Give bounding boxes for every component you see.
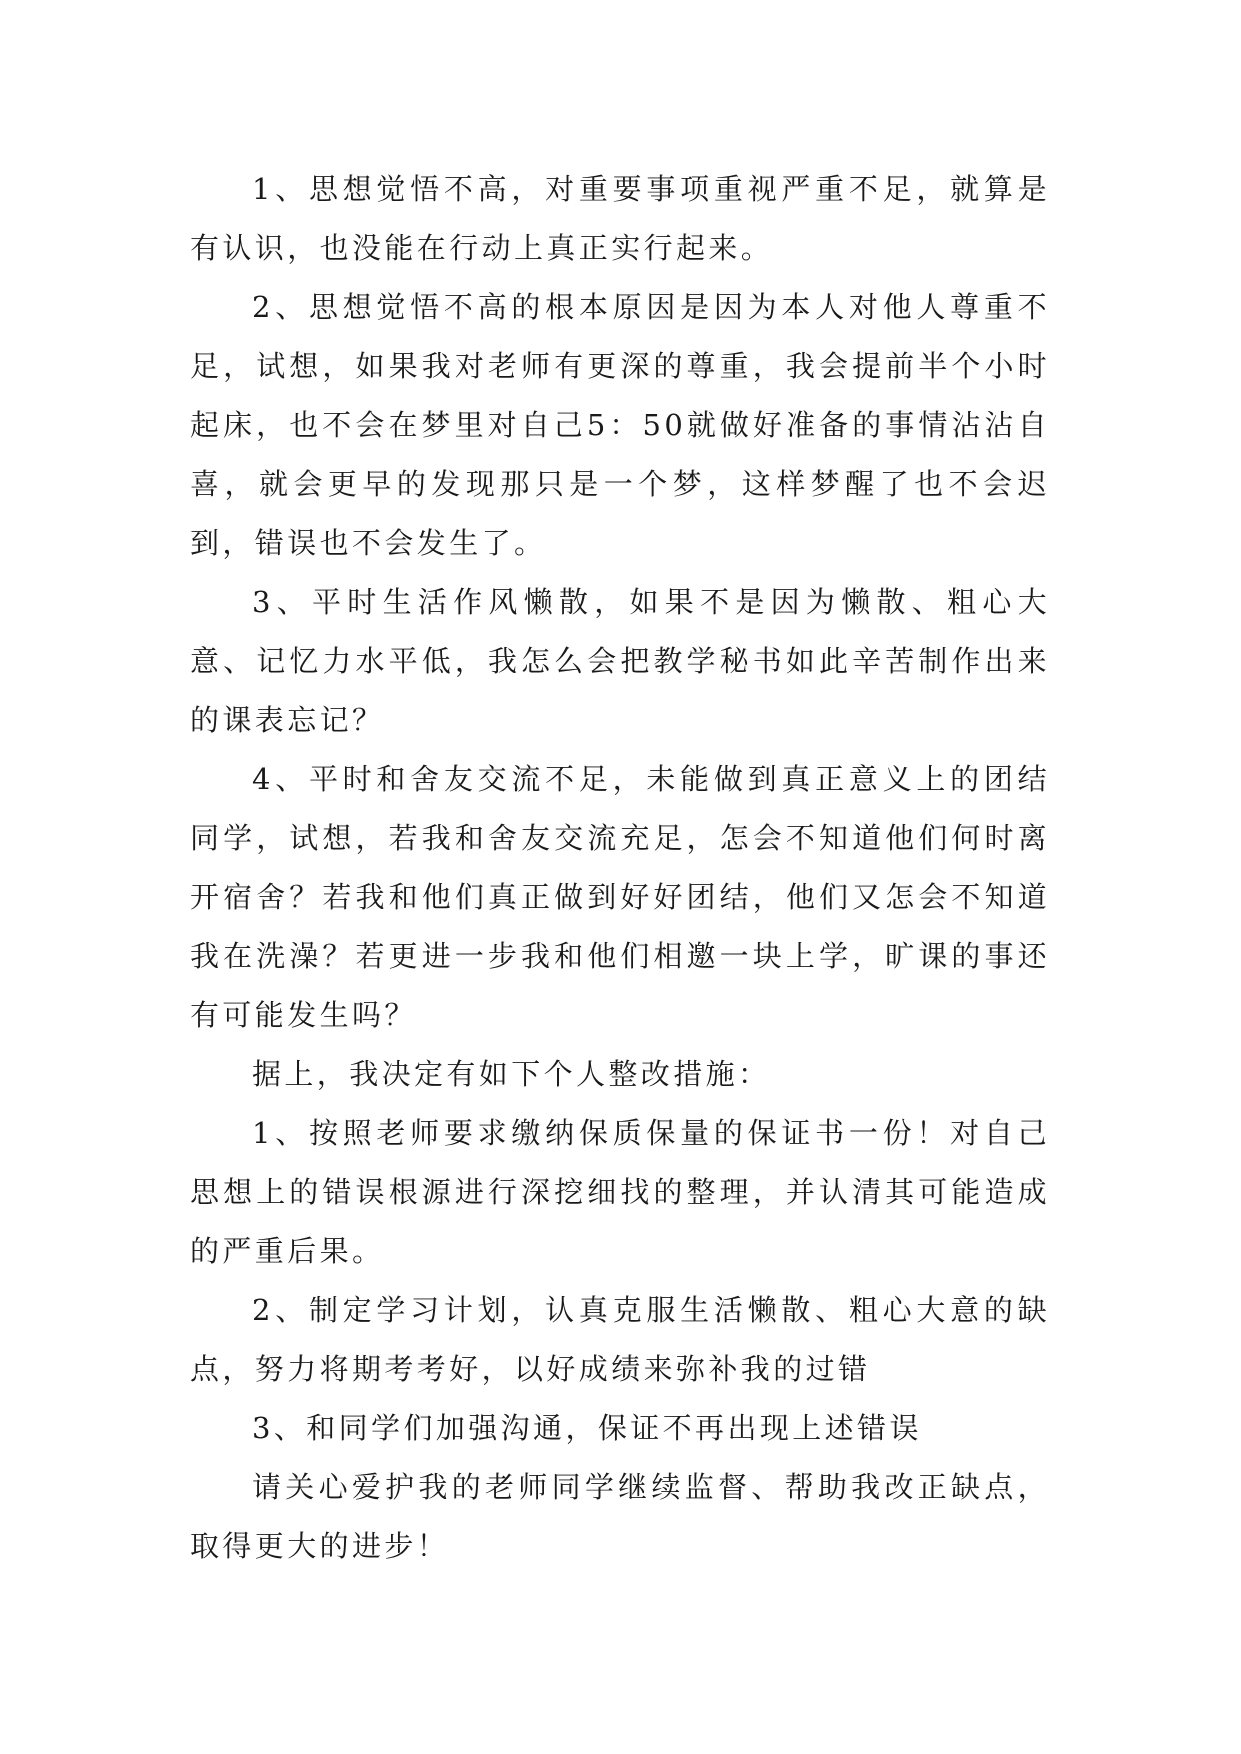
- paragraph-5: 据上，我决定有如下个人整改措施：: [252, 1057, 771, 1091]
- document-body: [190, 160, 1050, 1576]
- paragraph-2: 2、思想觉悟不高的根本原因是因为本人对他人尊重不足，试想，如果我对老师有更深的尊重，我会提前半个小时起床，也不会在梦里对自己5：50就做好准备的事情沾沾自喜，就会更早的发现那只是一个梦，这样梦醒了也不会迟到，错误也不会发生了。: [190, 290, 1050, 560]
- paragraph-4: 4、平时和舍友交流不足，未能做到真正意义上的团结同学，试想，若我和舍友交流充足，怎会不知道他们何时离开宿舍？若我和他们真正做到好好团结，他们又怎会不知道我在洗澡？若更进一步我和他们相邀一块上学，旷课的事还有可能发生吗？: [190, 762, 1050, 1032]
- paragraph-9: 请关心爱护我的老师同学继续监督、帮助我改正缺点，取得更大的进步！: [190, 1470, 1050, 1563]
- paragraph-6: 1、按照老师要求缴纳保质保量的保证书一份！对自己思想上的错误根源进行深挖细找的整理，并认清其可能造成的严重后果。: [190, 1116, 1050, 1268]
- paragraph-3: 3、平时生活作风懒散，如果不是因为懒散、粗心大意、记忆力水平低，我怎么会把教学秘书如此辛苦制作出来的课表忘记？: [190, 585, 1050, 737]
- paragraph-7: 2、制定学习计划，认真克服生活懒散、粗心大意的缺点，努力将期考考好，以好成绩来弥补我的过错: [190, 1293, 1050, 1386]
- paragraph-1: 1、思想觉悟不高，对重要事项重视严重不足，就算是有认识，也没能在行动上真正实行起来。: [190, 172, 1050, 265]
- paragraph-8: 3、和同学们加强沟通，保证不再出现上述错误: [252, 1411, 922, 1445]
